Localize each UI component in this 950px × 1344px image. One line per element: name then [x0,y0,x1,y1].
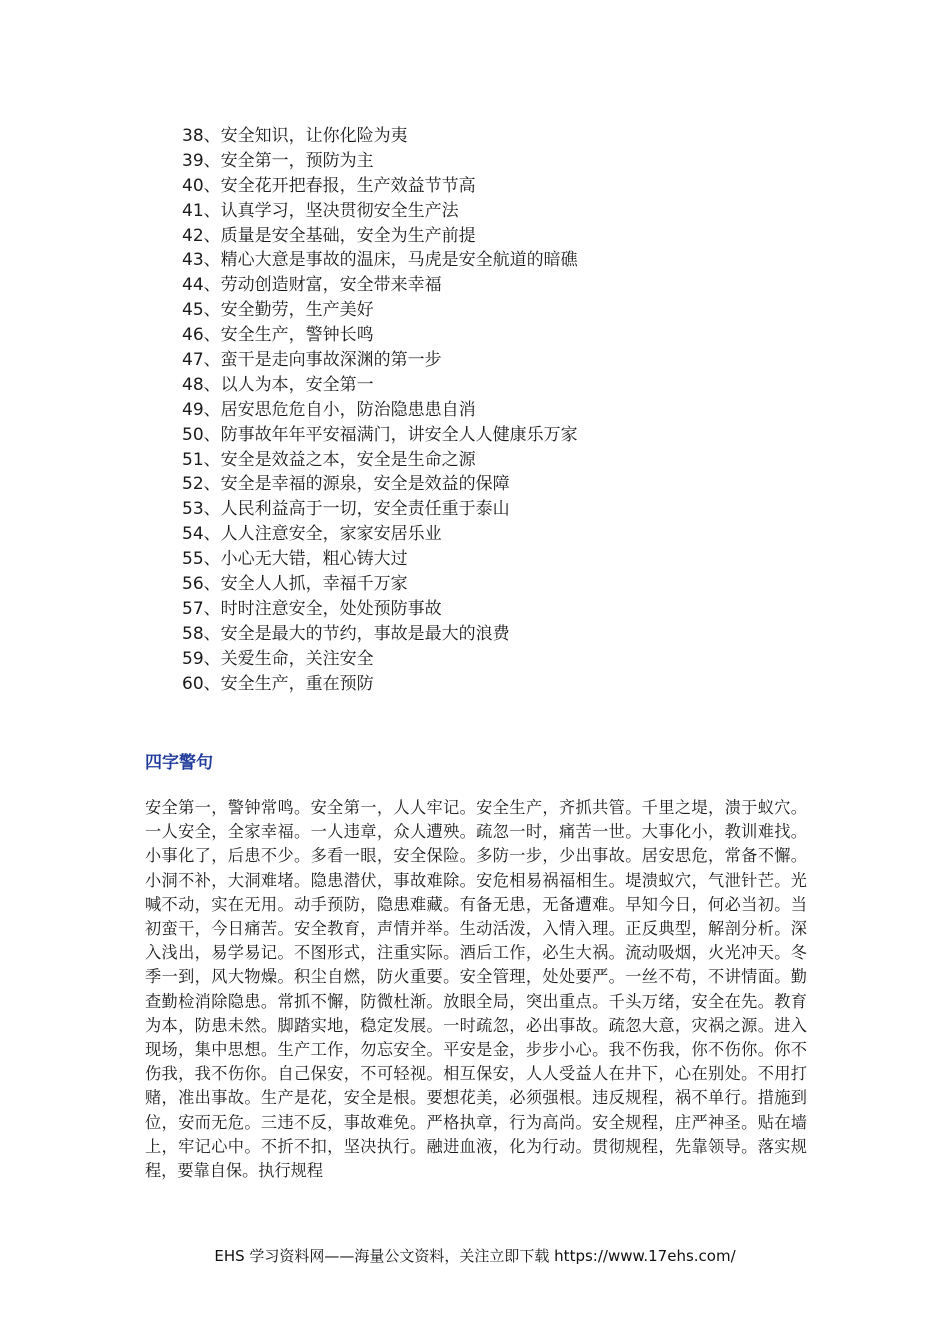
section-heading: 四字警句 [145,753,213,773]
list-item: 57、时时注意安全，处处预防事故 [182,598,442,619]
list-item: 60、安全生产，重在预防 [182,673,374,694]
list-item: 54、人人注意安全，家家安居乐业 [182,524,442,545]
list-item: 46、安全生产，警钟长鸣 [182,325,374,346]
list-item: 52、安全是幸福的源泉，安全是效益的保障 [182,474,510,495]
list-item: 49、居安思危危自小，防治隐患患自消 [182,399,476,420]
list-item: 38、安全知识，让你化险为夷 [182,126,408,146]
list-item: 42、质量是安全基础，安全为生产前提 [182,225,476,246]
list-item: 51、安全是效益之本，安全是生命之源 [182,449,476,470]
list-item: 48、以人为本，安全第一 [182,374,374,395]
list-item: 58、安全是最大的节约，事故是最大的浪费 [182,623,510,644]
list-item: 47、蛮干是走向事故深渊的第一步 [182,350,442,371]
list-item: 55、小心无大错，粗心铸大过 [182,549,408,570]
section-body: 安全第一，警钟常鸣。安全第一，人人牢记。安全生产，齐抓共管。千里之堤，溃于蚁穴。一人安全，全家幸福。一人违章，众人遭殃。疏忽一时，痛苦一世。大事化小，教训难找。小事化了，后患不少。多看一眼，安全保险。多防一步，少出事故。居安思危，常备不懈。小洞不补，大洞难堵。隐患潜伏，事故难除。安危相易祸福相生。堤溃蚁穴，气泄针芒。光喊不动，实在无用。动手预防，隐患难藏。有备无患，无备遭难。早知今日，何必当初。当初蛮干，今日痛苦。安全教育，声情并举。生动活泼，入情入理。正反典型，解剖分析。深入浅出，易学易记。不图形式，注重实际。酒后工作，必生大祸。流动吸烟，火光冲天。冬季一到，风大物燥。积尘自燃，防火重要。安全管理，处处要严。一丝不苟，不讲情面。勤查勤检消除隐患。常抓不懈，防微杜渐。放眼全局，突出重点。千头万绪，安全在先。教育为本，防患未然。脚踏实地，稳定发展。一时疏忽，必出事故。疏忽大意，灾祸之源。进入现场，集中思想。生产工作，勿忘安全。平安是金，步步小心。我不伤我，你不伤你。你不伤我，我不伤你。自己保安，不可轻视。相互保安，人人受益人在井下，心在别处。不用打赌，准出事故。生产是花，安全是根。要想花美，必须强根。违反规程，祸不单行。措施到位，安而无危。三违不反，事故难免。严格执章，行为高尚。安全规程，庄严神圣。贴在墙上，牢记心中。不折不扣，坚决执行。融进血液，化为行动。贯彻规程，先靠领导。落实规程，要靠自保。执行规程 [145,798,807,1181]
list-item: 41、认真学习，坚决贯彻安全生产法 [182,200,459,221]
list-item: 56、安全人人抓，幸福千万家 [182,574,408,595]
list-item: 44、劳动创造财富，安全带来幸福 [182,275,442,296]
page-footer: EHS 学习资料网——海量公文资料，关注立即下载 https://www.17ehs.com/ [214,1247,736,1265]
list-item: 43、精心大意是事故的温床，马虎是安全航道的暗礁 [182,250,578,271]
slogan-list [182,124,578,696]
list-item: 53、人民利益高于一切，安全责任重于泰山 [182,499,510,520]
list-item: 50、防事故年年平安福满门，讲安全人人健康乐万家 [182,424,578,445]
list-item: 39、安全第一，预防为主 [182,150,374,171]
list-item: 40、安全花开把春报，生产效益节节高 [182,175,476,196]
list-item: 45、安全勤劳，生产美好 [182,300,374,321]
list-item: 59、关爱生命，关注安全 [182,648,374,669]
